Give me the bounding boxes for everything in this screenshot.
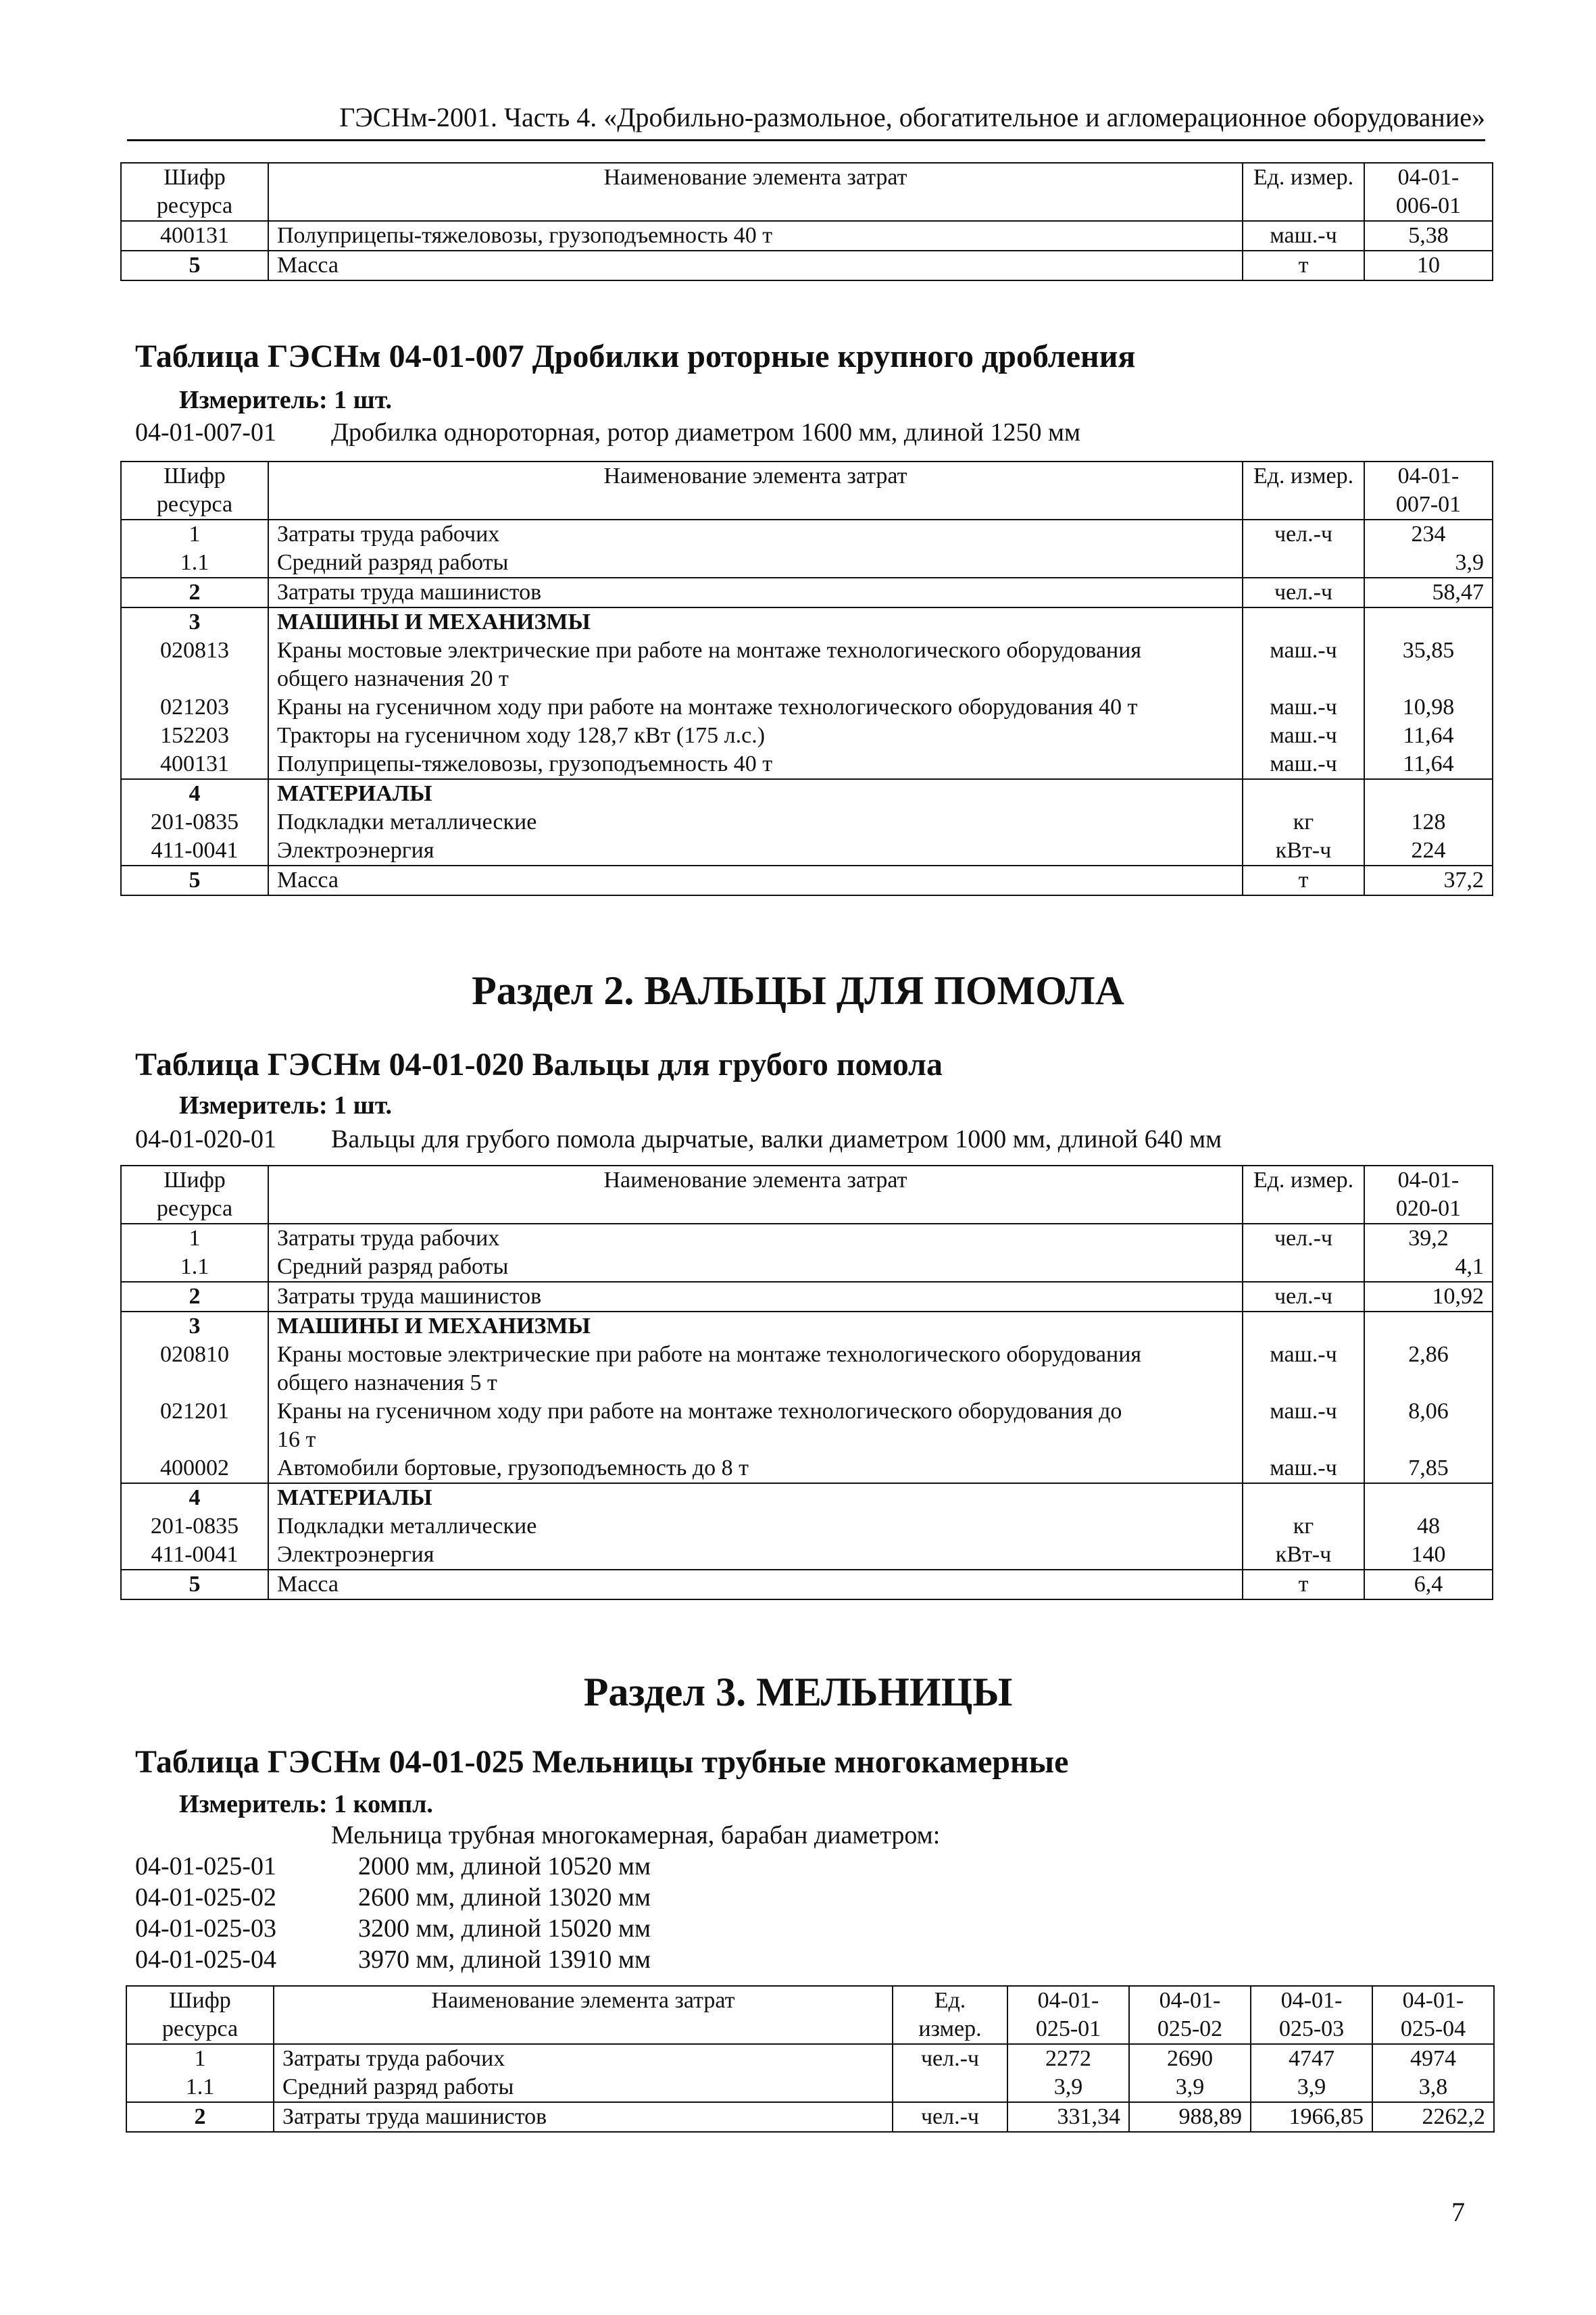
section-3-title: Раздел 3. МЕЛЬНИЦЫ	[583, 1670, 1013, 1714]
table-row: 152203 Тракторы на гусеничном ходу 128,7 кВт (175 л.с.) маш.-ч 11,64	[121, 722, 1493, 750]
header-name-cell: Наименование элемента затрат	[268, 1166, 1243, 1224]
table-row: 1 Затраты труда рабочих чел.-ч 39,2	[121, 1224, 1493, 1253]
table-row: 021201 Краны на гусеничном ходу при работе на монтаже технологического оборудования до 16 т маш.-ч 8,06	[121, 1397, 1493, 1454]
table-025-intro: Мельница трубная многокамерная, барабан диаметром:	[331, 1821, 941, 1849]
table-row: 020810 Краны мостовые электрические при работе на монтаже технологического оборудования общего назначения 5 т маш.-ч 2,86	[121, 1341, 1493, 1397]
table-row: 5 Масса т 37,2	[121, 866, 1493, 895]
header-rule	[127, 139, 1485, 141]
table-row: 400002 Автомобили бортовые, грузоподъемность до 8 т маш.-ч 7,85	[121, 1454, 1493, 1483]
header-norm-cell: 04-01- 025-04	[1372, 1986, 1494, 2044]
table-row: 5 Масса т 6,4	[121, 1570, 1493, 1599]
page-number: 7	[1451, 2197, 1465, 2227]
table-020-meter: Измеритель: 1 шт.	[179, 1091, 393, 1120]
table-row: 400131 Полуприцепы-тяжеловозы, грузоподъемность 40 т маш.-ч 11,64	[121, 750, 1493, 779]
table-row: 4 МАТЕРИАЛЫ	[121, 779, 1493, 808]
section-2-title: Раздел 2. ВАЛЬЦЫ ДЛЯ ПОМОЛА	[472, 968, 1124, 1013]
variant-line: 04-01-025-01 2000 мм, длиной 10520 мм	[135, 1852, 651, 1881]
running-header: ГЭСНм-2001. Часть 4. «Дробильно-размольное, обогатительное и агломерационное оборудование»	[339, 102, 1485, 132]
table-row: 411-0041 Электроэнергия кВт-ч 140	[121, 1541, 1493, 1570]
table-row: 2 Затраты труда машинистов чел.-ч 331,34 988,89 1966,85 2262,2	[126, 2102, 1494, 2132]
variant-line: 04-01-025-03 3200 мм, длиной 15020 мм	[135, 1914, 651, 1943]
table-007	[120, 461, 1493, 896]
table-row: 3 МАШИНЫ И МЕХАНИЗМЫ	[121, 1312, 1493, 1341]
table-025-meter: Измеритель: 1 компл.	[179, 1790, 433, 1818]
table-row: 201-0835 Подкладки металлические кг 128	[121, 808, 1493, 837]
table-row: 1.1 Средний разряд работы 4,1	[121, 1253, 1493, 1282]
item-code: 04-01-020-01	[135, 1125, 276, 1153]
table-007-item	[135, 418, 1080, 447]
table-row: 3 МАШИНЫ И МЕХАНИЗМЫ	[121, 607, 1493, 637]
header-norm-cell: 04-01- 020-01	[1364, 1166, 1493, 1224]
variant-line: 04-01-025-04 3970 мм, длиной 13910 мм	[135, 1945, 651, 1974]
header-code-cell: Шифр ресурса	[121, 462, 268, 520]
item-text: Вальцы для грубого помола дырчатые, валки диаметром 1000 мм, длиной 640 мм	[331, 1125, 1222, 1153]
table-row: 020813 Краны мостовые электрические при работе на монтаже технологического оборудования общего назначения 20 т маш.-ч 35,85	[121, 637, 1493, 693]
header-norm-cell: 04-01- 025-01	[1007, 1986, 1129, 2044]
table-row: 021203 Краны на гусеничном ходу при работе на монтаже технологического оборудования 40 т маш.-ч 10,98	[121, 693, 1493, 722]
table-row: 4 МАТЕРИАЛЫ	[121, 1483, 1493, 1512]
header-unit-cell: Ед. измер.	[1243, 1166, 1364, 1224]
table-row: 1 Затраты труда рабочих чел.-ч 234	[121, 520, 1493, 549]
variant-line: 04-01-025-02 2600 мм, длиной 13020 мм	[135, 1883, 651, 1912]
table-006-fragment	[120, 162, 1493, 281]
header-unit-cell: Ед. измер.	[1243, 462, 1364, 520]
table-025-title: Таблица ГЭСНм 04-01-025 Мельницы трубные многокамерные	[135, 1744, 1069, 1780]
header-code-cell: Шифр ресурса	[121, 163, 268, 221]
header-code-cell: Шифр ресурса	[126, 1986, 274, 2044]
table-row: 1.1 Средний разряд работы 3,9	[121, 549, 1493, 578]
table-007-meter: Измеритель: 1 шт.	[179, 386, 393, 414]
table-007-title: Таблица ГЭСНм 04-01-007 Дробилки роторные крупного дробления	[135, 339, 1136, 374]
header-name-cell: Наименование элемента затрат	[268, 462, 1243, 520]
item-text: Дробилка однороторная, ротор диаметром 1600 мм, длиной 1250 мм	[331, 418, 1081, 447]
header-norm-cell: 04-01- 025-02	[1129, 1986, 1251, 2044]
table-row: 2 Затраты труда машинистов чел.-ч 10,92	[121, 1282, 1493, 1312]
header-norm-cell: 04-01- 006-01	[1364, 163, 1493, 221]
table-020	[120, 1165, 1493, 1600]
header-name-cell: Наименование элемента затрат	[268, 163, 1243, 221]
table-row: 201-0835 Подкладки металлические кг 48	[121, 1512, 1493, 1541]
table-020-item	[135, 1124, 1222, 1154]
header-code-cell: Шифр ресурса	[121, 1166, 268, 1224]
item-code: 04-01-007-01	[135, 418, 276, 447]
table-025	[126, 1985, 1495, 2133]
header-norm-cell: 04-01- 007-01	[1364, 462, 1493, 520]
table-row: 1 Затраты труда рабочих чел.-ч 2272 2690 4747 4974	[126, 2044, 1494, 2073]
header-norm-cell: 04-01- 025-03	[1251, 1986, 1372, 2044]
header-name-cell: Наименование элемента затрат	[274, 1986, 893, 2044]
header-unit-cell: Ед. измер.	[1243, 163, 1364, 221]
table-row: 5 Масса т 10	[121, 251, 1493, 280]
header-unit-cell: Ед. измер.	[893, 1986, 1007, 2044]
table-row: 1.1 Средний разряд работы 3,9 3,9 3,9 3,8	[126, 2073, 1494, 2102]
table-row: 400131 Полуприцепы-тяжеловозы, грузоподъемность 40 т маш.-ч 5,38	[121, 221, 1493, 251]
table-row: 2 Затраты труда машинистов чел.-ч 58,47	[121, 578, 1493, 607]
table-row: 411-0041 Электроэнергия кВт-ч 224	[121, 837, 1493, 866]
table-020-title: Таблица ГЭСНм 04-01-020 Вальцы для грубого помола	[135, 1047, 943, 1082]
